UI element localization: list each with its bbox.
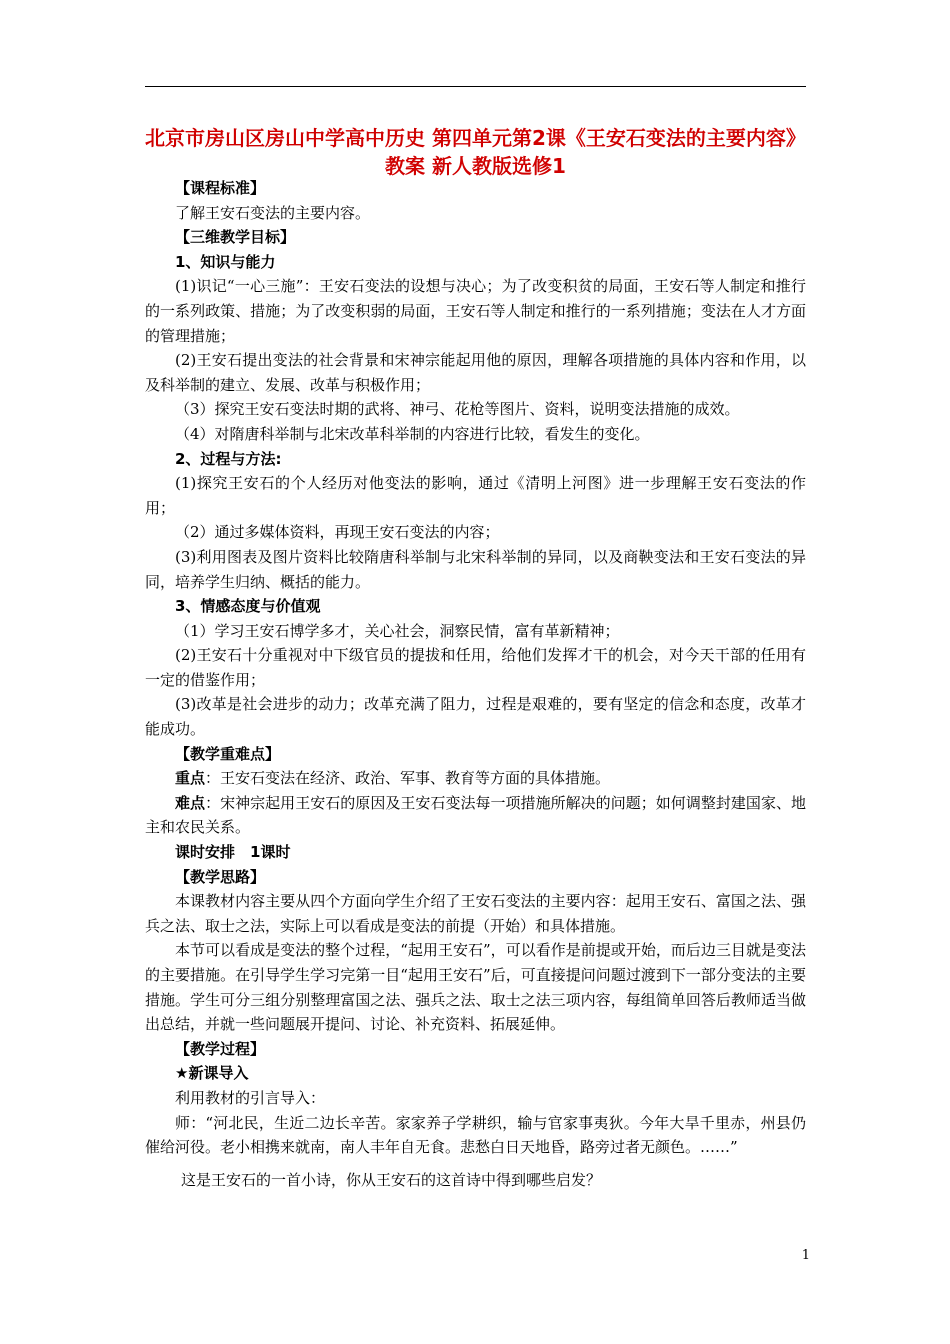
goal1-item: (1)识记“一心三施”：王安石变法的设想与决心；为了改变积贫的局面，王安石等人制定和推行的一系列政策、措施；为了改变积弱的局面，王安石等人制定和推行的一系列措施；变法在人才方面的管理措施； <box>145 277 806 345</box>
intro-paragraph: 利用教材的引言导入： <box>175 1088 326 1107</box>
difficult-label: 难点 <box>175 793 206 812</box>
goal2-item: （2）通过多媒体资料，再现王安石变法的内容； <box>175 523 500 542</box>
goal1-heading: 1、知识与能力 <box>175 252 276 271</box>
document-title: 北京市房山区房山中学高中历史 第四单元第2课《王安石变法的主要内容》教案 新人教版选修1 <box>145 126 806 178</box>
goals-heading: 【三维教学目标】 <box>175 228 296 247</box>
difficult-text: ：宋神宗起用王安石的原因及王安石变法每一项措施所解决的问题；如何调整封建国家、地主和农民关系。 <box>145 793 806 837</box>
goal3-heading: 3、情感态度与价值观 <box>175 597 321 616</box>
goal1-item: （4）对隋唐科举制与北宋改革科举制的内容进行比较，看发生的变化。 <box>175 424 650 443</box>
goal3-item: (2)王安石十分重视对中下级官员的提拔和任用，给他们发挥才干的机会，对今天干部的任用有一定的借鉴作用； <box>145 646 806 689</box>
header-rule <box>145 86 806 87</box>
key-point <box>145 766 806 791</box>
approach-paragraph: 本课教材内容主要从四个方面向学生介绍了王安石变法的主要内容：起用王安石、富国之法、强兵之法、取士之法，实际上可以看成是变法的前提（开始）和具体措施。 <box>145 892 806 935</box>
goal3-item: （1）学习王安石博学多才，关心社会，洞察民情，富有革新精神； <box>175 621 620 640</box>
standard-text: 了解王安石变法的主要内容。 <box>175 203 371 222</box>
process-heading: 【教学过程】 <box>175 1039 266 1058</box>
standard-heading: 【课程标准】 <box>175 179 266 197</box>
intro-question: 这是王安石的一首小诗，你从王安石的这首诗中得到哪些启发？ <box>181 1170 602 1189</box>
goal2-item: (1)探究王安石的个人经历对他变法的影响，通过《清明上河图》进一步理解王安石变法的作用； <box>145 474 806 517</box>
difficult-point <box>145 791 806 840</box>
key-text: ：王安石变法在经济、政治、军事、教育等方面的具体措施。 <box>205 769 611 788</box>
goal1-item: （3）探究王安石变法时期的武将、神弓、花枪等图片、资料，说明变法措施的成效。 <box>175 400 740 419</box>
goal2-heading: 2、过程与方法: <box>175 449 282 468</box>
key-label: 重点 <box>175 769 206 788</box>
intro-heading: ★新课导入 <box>175 1064 249 1083</box>
approach-paragraph: 本节可以看成是变法的整个过程，“起用王安石”，可以看作是前提或开始，而后边三目就是变法的主要措施。在引导学生学习完第一目“起用王安石”后，可直接提问问题过渡到下一部分变法的主要措施。学生可分三组分别整理富国之法、强兵之法、取士之法三项内容，每组简单回答后教师适当做出总结，并就一些问题展开提问、讨论、补充资料、拓展延伸。 <box>145 941 806 1034</box>
approach-heading: 【教学思路】 <box>175 867 266 886</box>
keypoints-heading: 【教学重难点】 <box>175 744 281 763</box>
goal2-item: (3)利用图表及图片资料比较隋唐科举制与北宋科举制的异同，以及商鞅变法和王安石变法的异同，培养学生归纳、概括的能力。 <box>145 547 806 591</box>
page-number: 1 <box>801 1248 810 1263</box>
schedule: 课时安排 1课时 <box>175 843 291 862</box>
intro-poem: 师：“河北民，生近二边长辛苦。家家养子学耕织，输与官家事夷狄。今年大旱千里赤，州县仍催给河役。老小相携来就南，南人丰年自无食。悲愁白日天地昏，路旁过者无颜色。……” <box>145 1113 806 1157</box>
goal1-item: (2)王安石提出变法的社会背景和宋神宗能起用他的原因，理解各项措施的具体内容和作用，以及科举制的建立、发展、改革与积极作用； <box>145 351 806 394</box>
document-body <box>145 176 806 1192</box>
goal3-item: (3)改革是社会进步的动力；改革充满了阻力，过程是艰难的，要有坚定的信念和态度，改革才能成功。 <box>145 695 806 739</box>
